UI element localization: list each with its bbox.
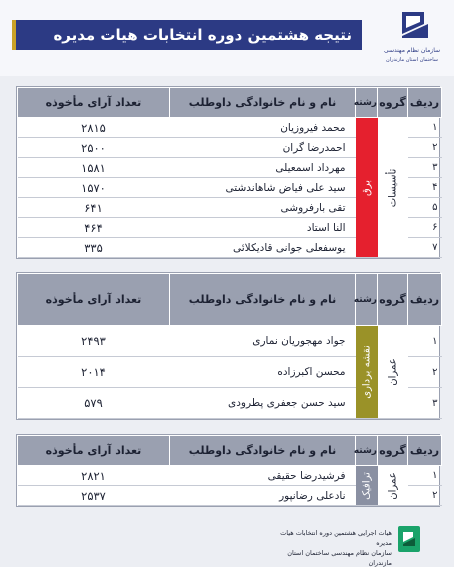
header-goroh: گروه xyxy=(378,274,408,326)
candidate-votes: ۲۴۹۳ xyxy=(18,326,170,357)
footer-line-2: سازمان نظام مهندسی ساختمان استان مازندران xyxy=(287,549,392,567)
footer-text xyxy=(272,528,392,567)
candidate-votes: ۵۷۹ xyxy=(18,388,170,419)
candidate-name: مهرداد اسمعیلی xyxy=(170,158,356,178)
candidate-name: تقی بارفروشی xyxy=(170,198,356,218)
goroh-cell xyxy=(378,326,408,419)
header-radif: ردیف xyxy=(408,436,442,466)
svg-text:ساختمان استان مازندران: ساختمان استان مازندران xyxy=(386,57,438,63)
row-radif: ۳ xyxy=(408,158,442,178)
row-radif: ۷ xyxy=(408,238,442,258)
row-radif: ۱ xyxy=(408,326,442,357)
candidate-name: نادعلی رضانپور xyxy=(170,486,356,506)
header xyxy=(0,0,454,76)
header-votes: تعداد آرای مأخوذه xyxy=(18,436,170,466)
candidate-votes: ۶۴۱ xyxy=(18,198,170,218)
candidate-votes: ۲۸۱۵ xyxy=(18,118,170,138)
candidate-name: جواد مهجوریان نماری xyxy=(170,326,356,357)
candidate-name: یوسفعلی جوانی قادیکلائی xyxy=(170,238,356,258)
candidate-name: النا استاد xyxy=(170,218,356,238)
header-goroh: گروه xyxy=(378,436,408,466)
row-radif: ۲ xyxy=(408,486,442,506)
candidate-votes: ۳۳۵ xyxy=(18,238,170,258)
candidate-votes: ۲۰۱۴ xyxy=(18,357,170,388)
candidate-votes: ۴۶۴ xyxy=(18,218,170,238)
row-radif: ۴ xyxy=(408,178,442,198)
header-votes: تعداد آرای مأخوذه xyxy=(18,88,170,118)
footer-logo-icon xyxy=(398,526,420,552)
candidate-votes: ۲۵۰۰ xyxy=(18,138,170,158)
row-radif: ۲ xyxy=(408,357,442,388)
candidate-votes: ۱۵۷۰ xyxy=(18,178,170,198)
header-reshte: رشته xyxy=(356,436,378,466)
header-radif: ردیف xyxy=(408,274,442,326)
reshte-cell xyxy=(356,466,378,506)
section-tasisat xyxy=(16,86,440,259)
page-title: نتیجه هشتمین دوره انتخابات هیات مدیره xyxy=(16,20,362,50)
candidate-name: فرشیدرضا حقیقی xyxy=(170,466,356,486)
section-terafik xyxy=(16,434,440,507)
reshte-label: ترافیک xyxy=(361,471,372,500)
row-radif: ۵ xyxy=(408,198,442,218)
results-table-naghshebardari xyxy=(17,273,442,419)
candidate-votes: ۲۵۳۷ xyxy=(18,486,170,506)
organization-logo xyxy=(372,6,446,66)
reshte-label: نقشه برداری xyxy=(361,345,372,399)
candidate-votes: ۱۵۸۱ xyxy=(18,158,170,178)
results-table-terafik xyxy=(17,435,442,506)
results-table-tasisat xyxy=(17,87,442,258)
section-naghshebardari xyxy=(16,272,440,420)
header-name: نام و نام خانوادگی داوطلب xyxy=(170,436,356,466)
candidate-name: محسن اکبرزاده xyxy=(170,357,356,388)
goroh-cell xyxy=(378,118,408,258)
header-name: نام و نام خانوادگی داوطلب xyxy=(170,274,356,326)
reshte-cell xyxy=(356,118,378,258)
goroh-label: عمران xyxy=(387,471,398,500)
candidate-votes: ۲۸۲۱ xyxy=(18,466,170,486)
row-radif: ۳ xyxy=(408,388,442,419)
header-reshte: رشته xyxy=(356,88,378,118)
header-name: نام و نام خانوادگی داوطلب xyxy=(170,88,356,118)
header-goroh: گروه xyxy=(378,88,408,118)
candidate-name: احمدرضا گران xyxy=(170,138,356,158)
candidate-name: سید حسن جعفری پطرودی xyxy=(170,388,356,419)
row-radif: ۱ xyxy=(408,466,442,486)
footer-line-1: هیات اجرایی هشتمین دوره انتخابات هیات مدیره xyxy=(280,529,392,547)
row-radif: ۶ xyxy=(408,218,442,238)
candidate-name: محمد فیروزیان xyxy=(170,118,356,138)
goroh-label: عمران xyxy=(387,358,398,386)
header-votes: تعداد آرای مأخوذه xyxy=(18,274,170,326)
header-reshte: رشته xyxy=(356,274,378,326)
reshte-label: برق xyxy=(361,179,372,196)
goroh-label: تأسیسات xyxy=(387,168,398,207)
reshte-cell xyxy=(356,326,378,419)
svg-text:سازمان نظام مهندسی: سازمان نظام مهندسی xyxy=(383,47,441,54)
row-radif: ۱ xyxy=(408,118,442,138)
row-radif: ۲ xyxy=(408,138,442,158)
goroh-cell xyxy=(378,466,408,506)
candidate-name: سید علی فیاض شاهاندشتی xyxy=(170,178,356,198)
header-radif: ردیف xyxy=(408,88,442,118)
